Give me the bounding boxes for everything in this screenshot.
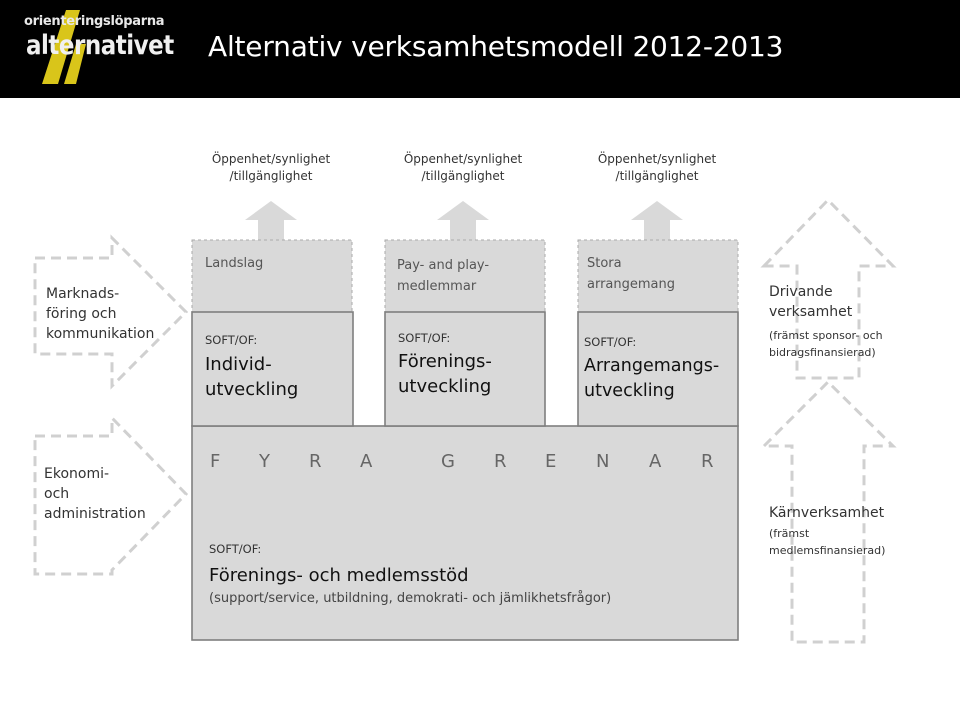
openness-label-1 <box>191 151 351 185</box>
left-arrow-1-line3: kommunikation <box>46 326 155 342</box>
letter-10: R <box>701 451 714 472</box>
openness-2-line1: Öppenhet/synlighet <box>403 152 523 166</box>
openness-3-line2: /tillgänglighet <box>615 169 699 183</box>
diagram-area <box>0 98 960 720</box>
right-arrow-1-line2: verksamhet <box>769 304 853 320</box>
forenings-soft-label: SOFT/OF: <box>398 331 451 345</box>
left-arrow-2-line3: administration <box>44 506 146 522</box>
landslag-label <box>205 253 263 274</box>
left-arrow-1-line1: Marknads- <box>46 286 120 302</box>
arrangemangs-title <box>584 354 719 404</box>
individ-soft-label: SOFT/OF: <box>205 333 258 347</box>
forenings-title-line1: Förenings- <box>398 351 492 372</box>
arrangemangs-title-line2: utveckling <box>584 381 675 401</box>
right-arrow-2-note <box>769 525 885 559</box>
right-arrow-2-note-line1: (främst <box>769 527 810 540</box>
individ-title-line2: utveckling <box>205 379 299 400</box>
left-arrow-2-label <box>44 464 146 524</box>
logo-text-top: orienteringslöparna <box>24 14 165 29</box>
right-arrow-1-note-line1: (främst sponsor- och <box>769 329 883 342</box>
slide-title: Alternativ verksamhetsmodell 2012-2013 <box>208 30 784 63</box>
letter-1: F <box>210 451 221 472</box>
base-subtitle: (support/service, utbildning, demokrati- och jämlikhetsfrågor) <box>209 591 612 606</box>
letter-7: E <box>545 451 557 472</box>
right-arrow-1-line1: Drivande <box>769 284 833 300</box>
right-arrow-1-note-line2: bidragsfinansierad) <box>769 346 876 359</box>
slide-header <box>0 0 960 98</box>
openness-1-line2: /tillgänglighet <box>229 169 313 183</box>
right-arrow-1-note <box>769 327 883 361</box>
pay-and-play-line2: medlemmar <box>397 279 477 294</box>
letter-5: G <box>441 451 455 472</box>
forenings-title <box>398 349 492 399</box>
left-arrow-1-line2: föring och <box>46 306 117 322</box>
openness-3-line1: Öppenhet/synlighet <box>597 152 717 166</box>
letter-6: R <box>494 451 507 472</box>
right-arrow-2-main <box>769 503 884 523</box>
left-arrow-1-label <box>46 284 154 344</box>
letter-2: Y <box>259 451 270 472</box>
diagram-shapes <box>0 98 960 720</box>
openness-arrow-3 <box>631 201 683 240</box>
stora-arrangemang-line2: arrangemang <box>587 277 676 292</box>
right-arrow-2-line1: Kärnverksamhet <box>769 505 885 521</box>
arrangemangs-soft-label: SOFT/OF: <box>584 335 637 349</box>
left-arrow-2-line1: Ekonomi- <box>44 466 110 482</box>
letter-3: R <box>309 451 322 472</box>
openness-arrow-1 <box>245 201 297 240</box>
individ-title-line1: Individ- <box>205 354 272 375</box>
letter-4: A <box>360 451 373 472</box>
openness-label-2 <box>383 151 543 185</box>
arrangemangs-title-line1: Arrangemangs- <box>584 356 720 376</box>
openness-arrow-2 <box>437 201 489 240</box>
right-arrow-1-main <box>769 282 852 322</box>
logo-text-bottom: alternativet <box>26 31 174 61</box>
letter-8: N <box>596 451 610 472</box>
landslag-line1: Landslag <box>205 256 264 271</box>
pay-and-play-label <box>397 255 489 297</box>
letter-9: A <box>649 451 662 472</box>
forenings-title-line2: utveckling <box>398 376 492 397</box>
openness-label-3 <box>577 151 737 185</box>
stora-arrangemang-label <box>587 253 675 295</box>
base-soft-label: SOFT/OF: <box>209 542 262 556</box>
individ-title <box>205 352 298 402</box>
openness-1-line1: Öppenhet/synlighet <box>211 152 331 166</box>
right-arrow-2-note-line2: medlemsfinansierad) <box>769 544 886 557</box>
openness-2-line2: /tillgänglighet <box>421 169 505 183</box>
landslag-box <box>192 240 352 312</box>
base-title: Förenings- och medlemsstöd <box>209 565 469 586</box>
pay-and-play-line1: Pay- and play- <box>397 258 490 273</box>
left-arrow-2-line2: och <box>44 486 70 502</box>
stora-arrangemang-line1: Stora <box>587 256 622 271</box>
